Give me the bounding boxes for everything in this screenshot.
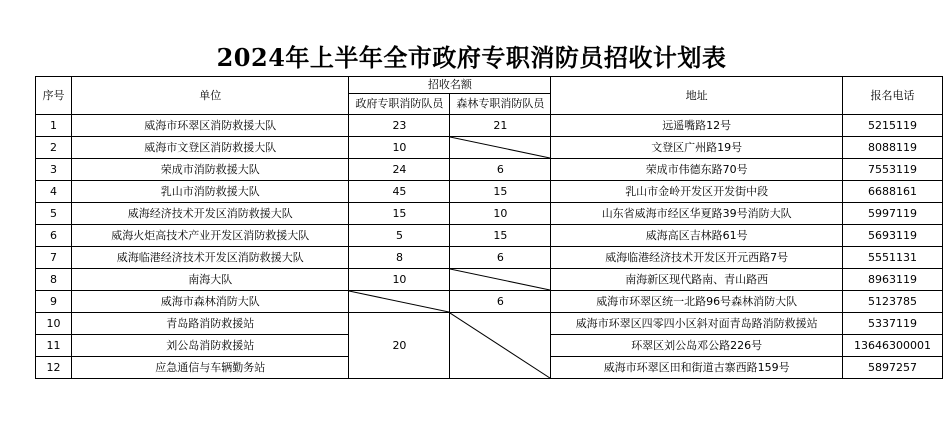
cell-address: 威海市环翠区统一北路96号森林消防大队 xyxy=(551,291,843,313)
table-row xyxy=(36,291,943,313)
header-gov-quota: 政府专职消防队员 xyxy=(349,94,450,115)
cell-phone: 5997119 xyxy=(843,203,943,225)
diagonal-line xyxy=(450,137,550,158)
cell-unit: 威海市环翠区消防救援大队 xyxy=(71,115,349,137)
cell-gov-quota-merged: 20 xyxy=(349,313,450,379)
header-quota-group: 招收名额 xyxy=(349,77,551,94)
cell-forest-quota: 10 xyxy=(450,203,551,225)
cell-phone: 8088119 xyxy=(843,137,943,159)
cell-address: 乳山市金岭开发区开发街中段 xyxy=(551,181,843,203)
cell-index: 4 xyxy=(36,181,72,203)
header-phone: 报名电话 xyxy=(843,77,943,115)
cell-forest-quota: 15 xyxy=(450,181,551,203)
table-row xyxy=(36,247,943,269)
cell-address: 荣成市伟德东路70号 xyxy=(551,159,843,181)
cell-forest-quota: 21 xyxy=(450,115,551,137)
cell-forest-quota: 15 xyxy=(450,225,551,247)
cell-index: 8 xyxy=(36,269,72,291)
cell-unit: 刘公岛消防救援站 xyxy=(71,335,349,357)
cell-address: 威海市环翠区田和街道古寨西路159号 xyxy=(551,357,843,379)
cell-forest-quota-empty xyxy=(450,313,551,379)
header-index: 序号 xyxy=(36,77,72,115)
cell-index: 2 xyxy=(36,137,72,159)
cell-address: 山东省威海市经区华夏路39号消防大队 xyxy=(551,203,843,225)
cell-forest-quota: 6 xyxy=(450,247,551,269)
table-row xyxy=(36,225,943,247)
header-forest-quota: 森林专职消防队员 xyxy=(450,94,551,115)
cell-index: 10 xyxy=(36,313,72,335)
cell-gov-quota: 24 xyxy=(349,159,450,181)
cell-gov-quota: 5 xyxy=(349,225,450,247)
cell-unit: 威海市文登区消防救援大队 xyxy=(71,137,349,159)
cell-phone: 5551131 xyxy=(843,247,943,269)
cell-gov-quota-empty xyxy=(349,291,450,313)
recruitment-table xyxy=(35,76,943,379)
cell-gov-quota: 10 xyxy=(349,137,450,159)
cell-unit: 威海火炬高技术产业开发区消防救援大队 xyxy=(71,225,349,247)
diagonal-line xyxy=(450,269,550,290)
cell-address: 文登区广州路19号 xyxy=(551,137,843,159)
cell-index: 6 xyxy=(36,225,72,247)
diagonal-line xyxy=(450,313,550,378)
cell-unit: 青岛路消防救援站 xyxy=(71,313,349,335)
cell-phone: 7553119 xyxy=(843,159,943,181)
cell-gov-quota: 23 xyxy=(349,115,450,137)
cell-address: 威海高区吉林路61号 xyxy=(551,225,843,247)
cell-index: 1 xyxy=(36,115,72,137)
table-row xyxy=(36,313,943,335)
cell-phone: 8963119 xyxy=(843,269,943,291)
cell-forest-quota-empty xyxy=(450,137,551,159)
diagonal-line xyxy=(349,291,449,312)
cell-unit: 应急通信与车辆勤务站 xyxy=(71,357,349,379)
page-title: 2024年上半年全市政府专职消防员招收计划表 xyxy=(216,43,727,72)
header-unit: 单位 xyxy=(71,77,349,115)
table-row xyxy=(36,181,943,203)
cell-unit: 乳山市消防救援大队 xyxy=(71,181,349,203)
cell-phone: 13646300001 xyxy=(843,335,943,357)
cell-index: 9 xyxy=(36,291,72,313)
cell-address: 威海临港经济技术开发区开元西路7号 xyxy=(551,247,843,269)
cell-phone: 5693119 xyxy=(843,225,943,247)
table-row xyxy=(36,137,943,159)
cell-index: 5 xyxy=(36,203,72,225)
table-row xyxy=(36,203,943,225)
cell-gov-quota: 10 xyxy=(349,269,450,291)
cell-forest-quota: 6 xyxy=(450,291,551,313)
cell-gov-quota: 45 xyxy=(349,181,450,203)
cell-index: 11 xyxy=(36,335,72,357)
cell-gov-quota: 15 xyxy=(349,203,450,225)
cell-index: 12 xyxy=(36,357,72,379)
header-address: 地址 xyxy=(551,77,843,115)
cell-unit: 威海经济技术开发区消防救援大队 xyxy=(71,203,349,225)
cell-address: 威海市环翠区四零四小区斜对面青岛路消防救援站 xyxy=(551,313,843,335)
table-row xyxy=(36,159,943,181)
table-row xyxy=(36,115,943,137)
cell-gov-quota: 8 xyxy=(349,247,450,269)
cell-forest-quota-empty xyxy=(450,269,551,291)
cell-phone: 6688161 xyxy=(843,181,943,203)
cell-address: 南海新区现代路南、青山路西 xyxy=(551,269,843,291)
cell-address: 环翠区刘公岛邓公路226号 xyxy=(551,335,843,357)
cell-index: 3 xyxy=(36,159,72,181)
cell-phone: 5215119 xyxy=(843,115,943,137)
cell-unit: 荣成市消防救援大队 xyxy=(71,159,349,181)
cell-unit: 威海临港经济技术开发区消防救援大队 xyxy=(71,247,349,269)
header-row-1 xyxy=(36,77,943,94)
cell-index: 7 xyxy=(36,247,72,269)
cell-forest-quota: 6 xyxy=(450,159,551,181)
cell-unit: 威海市森林消防大队 xyxy=(71,291,349,313)
table-row xyxy=(36,269,943,291)
cell-phone: 5897257 xyxy=(843,357,943,379)
cell-address: 远遥嘴路12号 xyxy=(551,115,843,137)
cell-phone: 5123785 xyxy=(843,291,943,313)
cell-unit: 南海大队 xyxy=(71,269,349,291)
cell-phone: 5337119 xyxy=(843,313,943,335)
